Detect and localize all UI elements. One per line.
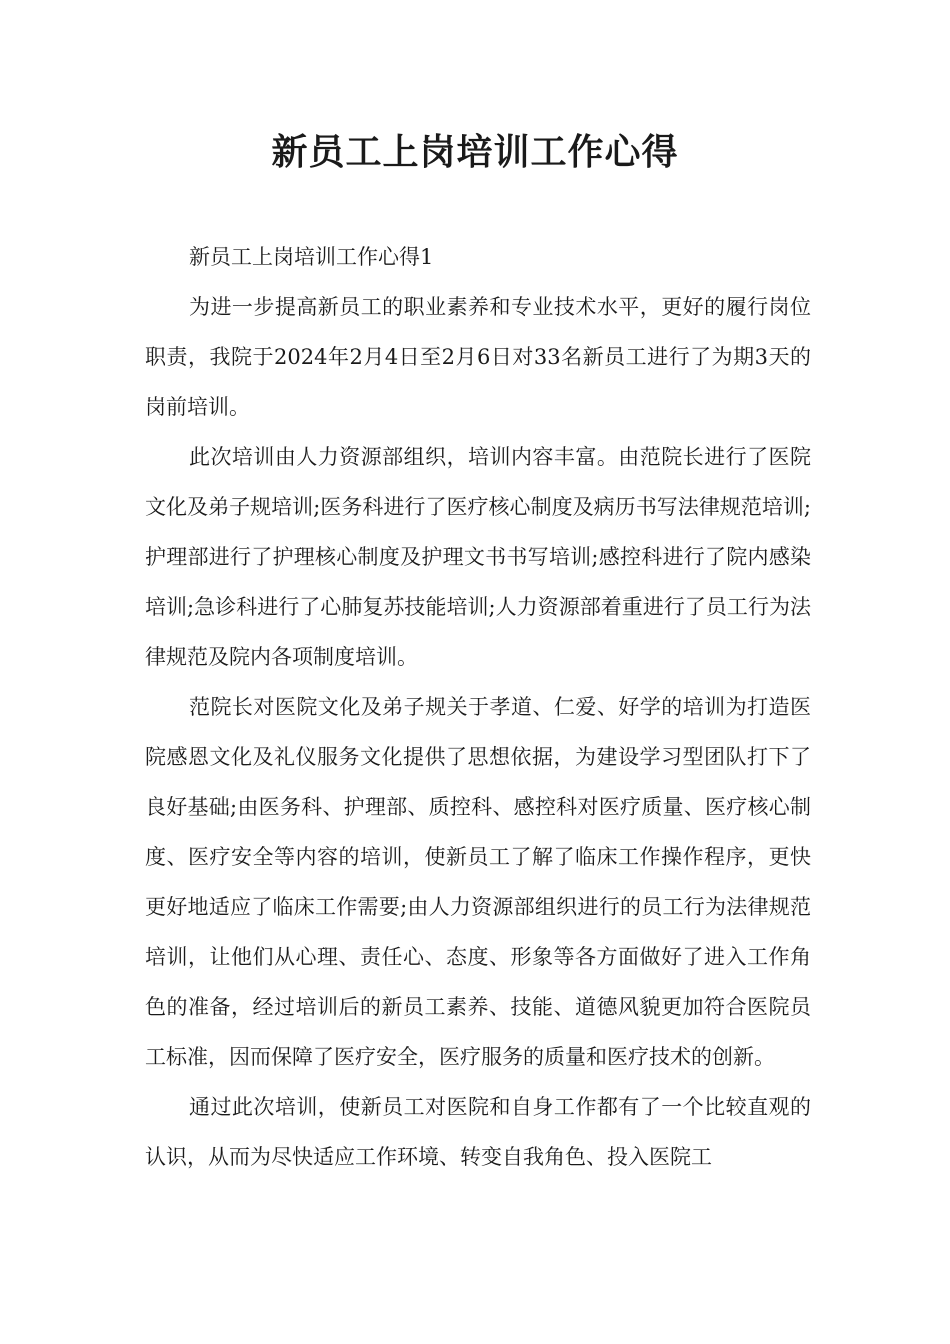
paragraph: 通过此次培训，使新员工对医院和自身工作都有了一个比较直观的认识，从而为尽快适应工作环境、转变自我角色、投入医院工	[145, 1095, 811, 1169]
document-title: 新员工上岗培训工作心得	[271, 132, 679, 173]
section-heading: 新员工上岗培训工作心得1	[189, 245, 434, 269]
paragraph: 此次培训由人力资源部组织，培训内容丰富。由范院长进行了医院文化及弟子规培训;医务科进行了医疗核心制度及病历书写法律规范培训;护理部进行了护理核心制度及护理文书书写培训;感控科进行了院内感染培训;急诊科进行了心肺复苏技能培训;人力资源部着重进行了员工行为法律规范及院内各项制度培训。	[145, 445, 811, 669]
paragraph: 范院长对医院文化及弟子规关于孝道、仁爱、好学的培训为打造医院感恩文化及礼仪服务文化提供了思想依据，为建设学习型团队打下了良好基础;由医务科、护理部、质控科、感控科对医疗质量、医疗核心制度、医疗安全等内容的培训，使新员工了解了临床工作操作程序，更快更好地适应了临床工作需要;由人力资源部组织进行的员工行为法律规范培训，让他们从心理、责任心、态度、形象等各方面做好了进入工作角色的准备，经过培训后的新员工素养、技能、道德风貌更加符合医院员工标准，因而保障了医疗安全，医疗服务的质量和医疗技术的创新。	[145, 695, 811, 1069]
paragraph: 为进一步提高新员工的职业素养和专业技术水平，更好的履行岗位职责，我院于2024年2月4日至2月6日对33名新员工进行了为期3天的岗前培训。	[145, 295, 811, 419]
document-body	[145, 232, 811, 1182]
